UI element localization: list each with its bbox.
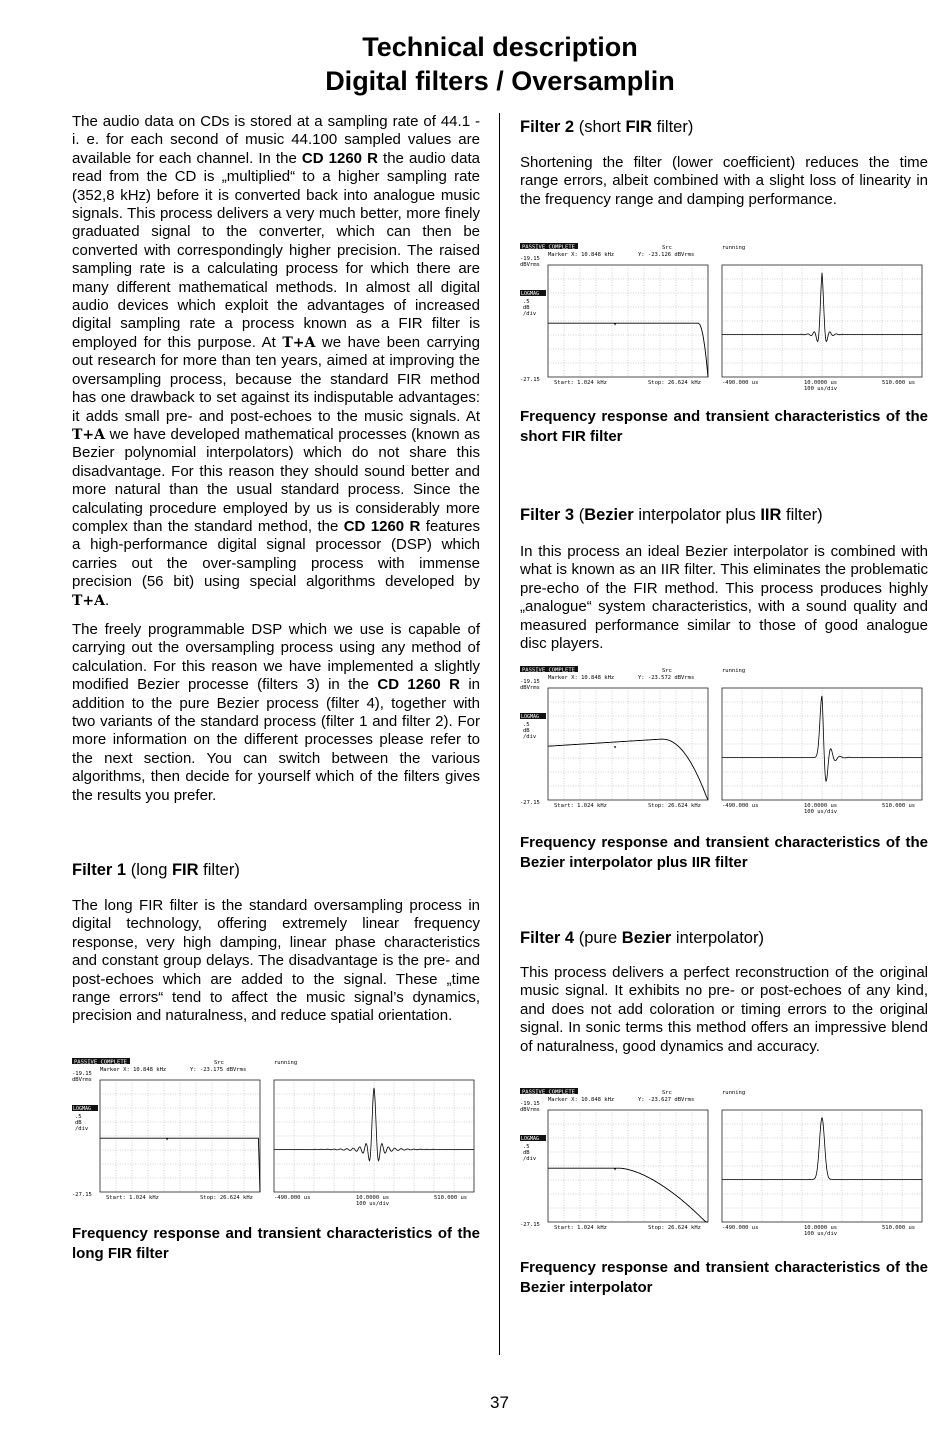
scope-scale-unit: dB: [523, 1150, 530, 1156]
scope-marker-symbol: ▾: [613, 1166, 617, 1174]
scope-tstart-label: -490.000 us: [722, 380, 759, 386]
ta-logo: T+A: [282, 334, 316, 351]
filter3-heading: Filter 3 (Bezier interpolator plus IIR filter): [520, 506, 823, 524]
scope-scale-label: .5: [523, 299, 530, 305]
scope-start-label: Start: 1.024 kHz: [106, 1195, 159, 1201]
scope-filter1: [72, 1058, 480, 1208]
ta-logo: T+A: [72, 426, 106, 443]
scope-tend-label: 510.000 us: [882, 1225, 916, 1231]
filter1-heading: Filter 1 (long FIR filter): [72, 861, 240, 879]
scope-stop-label: Stop: 26.624 kHz: [200, 1195, 253, 1201]
scope-running-label: running: [722, 245, 746, 251]
scope-top-label: -19.15: [520, 679, 540, 685]
scope-scale-unit: dB: [523, 728, 530, 734]
scope-tmid-label: 10.0000 us: [804, 803, 838, 809]
scope-filter2: [520, 243, 928, 393]
scope-marker-label: Marker X: 10.848 kHz: [548, 1097, 615, 1103]
scope-running-label: running: [722, 668, 746, 674]
title-line-1: Technical description: [362, 32, 638, 62]
scope-filter4: [520, 1088, 928, 1238]
column-divider: [499, 113, 500, 1355]
scope-tend-label: 510.000 us: [882, 803, 916, 809]
scope-tend-label: 510.000 us: [882, 380, 916, 386]
filter4-caption: Frequency response and transient characteristics of the Bezier interpolator: [520, 1259, 928, 1296]
page-title: [0, 30, 950, 98]
title-line-2: Digital filters / Oversamplin: [325, 66, 675, 96]
scope-header-label: PASSIVE COMPLETE: [522, 667, 575, 674]
filter3-text: In this process an ideal Bezier interpolator is combined with what is known as an IIR filter. This eliminates the problematic pre-echo of the FIR method. This process produces highly „analogue“ system characteristics, with a sound quality and measured performance similar to those of good analogue disc players.: [520, 543, 928, 653]
scope-marker-symbol: ▾: [165, 1136, 169, 1144]
scope-header-label: PASSIVE COMPLETE: [522, 1089, 575, 1096]
scope-top-label: -19.15: [72, 1071, 92, 1077]
scope-div-label: /div: [75, 1126, 89, 1132]
scope-top-label: -19.15: [520, 1101, 540, 1107]
scope-marker-y-label: Y: -23.627 dBVrms: [638, 1097, 695, 1103]
scope-start-label: Start: 1.024 kHz: [554, 1225, 607, 1231]
scope-tstart-label: -490.000 us: [722, 803, 759, 809]
scope-tdiv-label: 100 us/div: [804, 809, 838, 815]
dsp-paragraph: The freely programmable DSP which we use is capable of carrying out the oversampling process using any method of calculation. For this reason we have implemented a slightly modified Bezier processe (filters 3) in the CD 1260 R in addition to the pure Bezier process (filter 4), together with two variants of the standard process (filter 1 and filter 2). For more information on the different processes please refer to the next section. You can switch between the various algorithms, then decide for yourself which of the filters gives the results you prefer.: [72, 621, 481, 804]
scope-tdiv-label: 100 us/div: [804, 1231, 838, 1237]
scope-div-label: /div: [523, 311, 537, 317]
scope-logmag-label: LOGMAG: [521, 291, 540, 297]
scope-tmid-label: 10.0000 us: [804, 380, 838, 386]
scope-logmag-label: LOGMAG: [73, 1106, 92, 1112]
scope-start-label: Start: 1.024 kHz: [554, 380, 607, 386]
scope-marker-y-label: Y: -23.175 dBVrms: [190, 1067, 247, 1073]
scope-tdiv-label: 100 us/div: [804, 386, 838, 392]
scope-scale-label: .5: [75, 1114, 82, 1120]
intro-paragraph: The audio data on CDs is stored at a sampling rate of 44.1 - i. e. for each second of music 44.100 sampled values are available for each channel. In the CD 1260 R the audio data read from the CD is „multiplied“ to a higher sampling rate (352,8 kHz) before it is converted back into analogue music signals. This process delivers a very much better, more finely graduated signal to the converter, which can then be converted with correspondingly higher precision. The raised sampling rate is a calculating process for which there are many different mathematical methods. In almost all digital audio devices which exploit the advantages of increased digital sampling rate a process known as a FIR filter is employed for this purpose. At T+A we have been carrying out research for more than ten years, aimed at improving the oversampling process, because the standard FIR method has one drawback to set against its indisputable advantages: it adds small pre- and post-echoes to the music signals. At T+A we have developed mathematical processes (known as Bezier polynomial interpolators) which do not share this disadvantage. For this reason they should sound better and more natural than the usual standard process. Since the calculating procedure employed by us is considerably more complex than the standard method, the CD 1260 R features a high-performance digital signal processor (DSP) which carries out the over-sampling process with immense precision (56 bit) using special algorithms developed by T+A.: [72, 113, 480, 609]
scope-tdiv-label: 100 us/div: [356, 1201, 390, 1207]
scope-logmag-label: LOGMAG: [521, 714, 540, 720]
filter2-text: Shortening the filter (lower coefficient) reduces the time range errors, albeit combined with a slight loss of linearity in the frequency range and damping performance.: [520, 154, 928, 208]
scope-marker-symbol: ▾: [613, 321, 617, 329]
scope-scale-unit: dB: [523, 305, 530, 311]
scope-marker-label: Marker X: 10.848 kHz: [548, 675, 615, 681]
scope-scale-label: .5: [523, 722, 530, 728]
ta-logo: T+A: [72, 592, 106, 609]
scope-marker-y-label: Y: -23.572 dBVrms: [638, 675, 695, 681]
filter3-caption: Frequency response and transient characteristics of the Bezier interpolator plus IIR filter: [520, 834, 928, 871]
scope-tend-label: 510.000 us: [434, 1195, 468, 1201]
scope-logmag-label: LOGMAG: [521, 1136, 540, 1142]
scope-marker-y-label: Y: -23.126 dBVrms: [638, 252, 695, 258]
scope-scale-unit: dB: [75, 1120, 82, 1126]
filter4-text: This process delivers a perfect reconstruction of the original music signal. It exhibits no pre- or post-echoes of any kind, and does not add coloration or timing errors to the original signal. In sonic terms this method offers an impressive blend of naturalness, good dynamics and accuracy.: [520, 964, 928, 1055]
scope-div-label: /div: [523, 734, 537, 740]
scope-top-label: -19.15: [520, 256, 540, 262]
scope-running-label: running: [722, 1090, 746, 1096]
scope-stop-label: Stop: 26.624 kHz: [648, 803, 701, 809]
scope-transient-curve: [274, 1088, 474, 1161]
scope-scale-label: .5: [523, 1144, 530, 1150]
scope-tstart-label: -490.000 us: [722, 1225, 759, 1231]
scope-src-label: Src: [662, 1090, 672, 1096]
scope-top-unit: dBVrms: [520, 262, 540, 268]
scope-bottom-label: -27.15: [520, 1222, 540, 1228]
scope-marker-symbol: ▾: [613, 744, 617, 752]
scope-tstart-label: -490.000 us: [274, 1195, 311, 1201]
scope-header-label: PASSIVE COMPLETE: [74, 1059, 127, 1066]
scope-tmid-label: 10.0000 us: [356, 1195, 390, 1201]
scope-div-label: /div: [523, 1156, 537, 1162]
scope-bottom-label: -27.15: [520, 800, 540, 806]
scope-src-label: Src: [662, 245, 672, 251]
scope-top-unit: dBVrms: [520, 1107, 540, 1113]
scope-filter3: [520, 666, 928, 816]
scope-bottom-label: -27.15: [520, 377, 540, 383]
scope-marker-label: Marker X: 10.848 kHz: [100, 1067, 167, 1073]
scope-stop-label: Stop: 26.624 kHz: [648, 380, 701, 386]
scope-marker-label: Marker X: 10.848 kHz: [548, 252, 615, 258]
page-number: 37: [490, 1393, 509, 1412]
scope-start-label: Start: 1.024 kHz: [554, 803, 607, 809]
scope-header-label: PASSIVE COMPLETE: [522, 244, 575, 251]
scope-src-label: Src: [214, 1060, 224, 1066]
filter2-caption: Frequency response and transient characteristics of the short FIR filter: [520, 408, 928, 445]
scope-src-label: Src: [662, 668, 672, 674]
filter2-heading: Filter 2 (short FIR filter): [520, 118, 694, 136]
filter4-heading: Filter 4 (pure Bezier interpolator): [520, 929, 764, 947]
filter1-caption: Frequency response and transient characteristics of the long FIR filter: [72, 1225, 480, 1262]
scope-running-label: running: [274, 1060, 298, 1066]
scope-top-unit: dBVrms: [72, 1077, 92, 1083]
scope-top-unit: dBVrms: [520, 685, 540, 691]
scope-tmid-label: 10.0000 us: [804, 1225, 838, 1231]
scope-bottom-label: -27.15: [72, 1192, 92, 1198]
scope-stop-label: Stop: 26.624 kHz: [648, 1225, 701, 1231]
filter1-text: The long FIR filter is the standard oversampling process in digital technology, offering extremely linear frequency response, very high damping, linear phase characteristics and constant group delays. The disadvantage is the pre- and post-echoes which are added to the signal. These „time range errors“ tend to affect the music signal’s dynamics, precision and naturalness, and reduce spatial orientation.: [72, 897, 480, 1025]
